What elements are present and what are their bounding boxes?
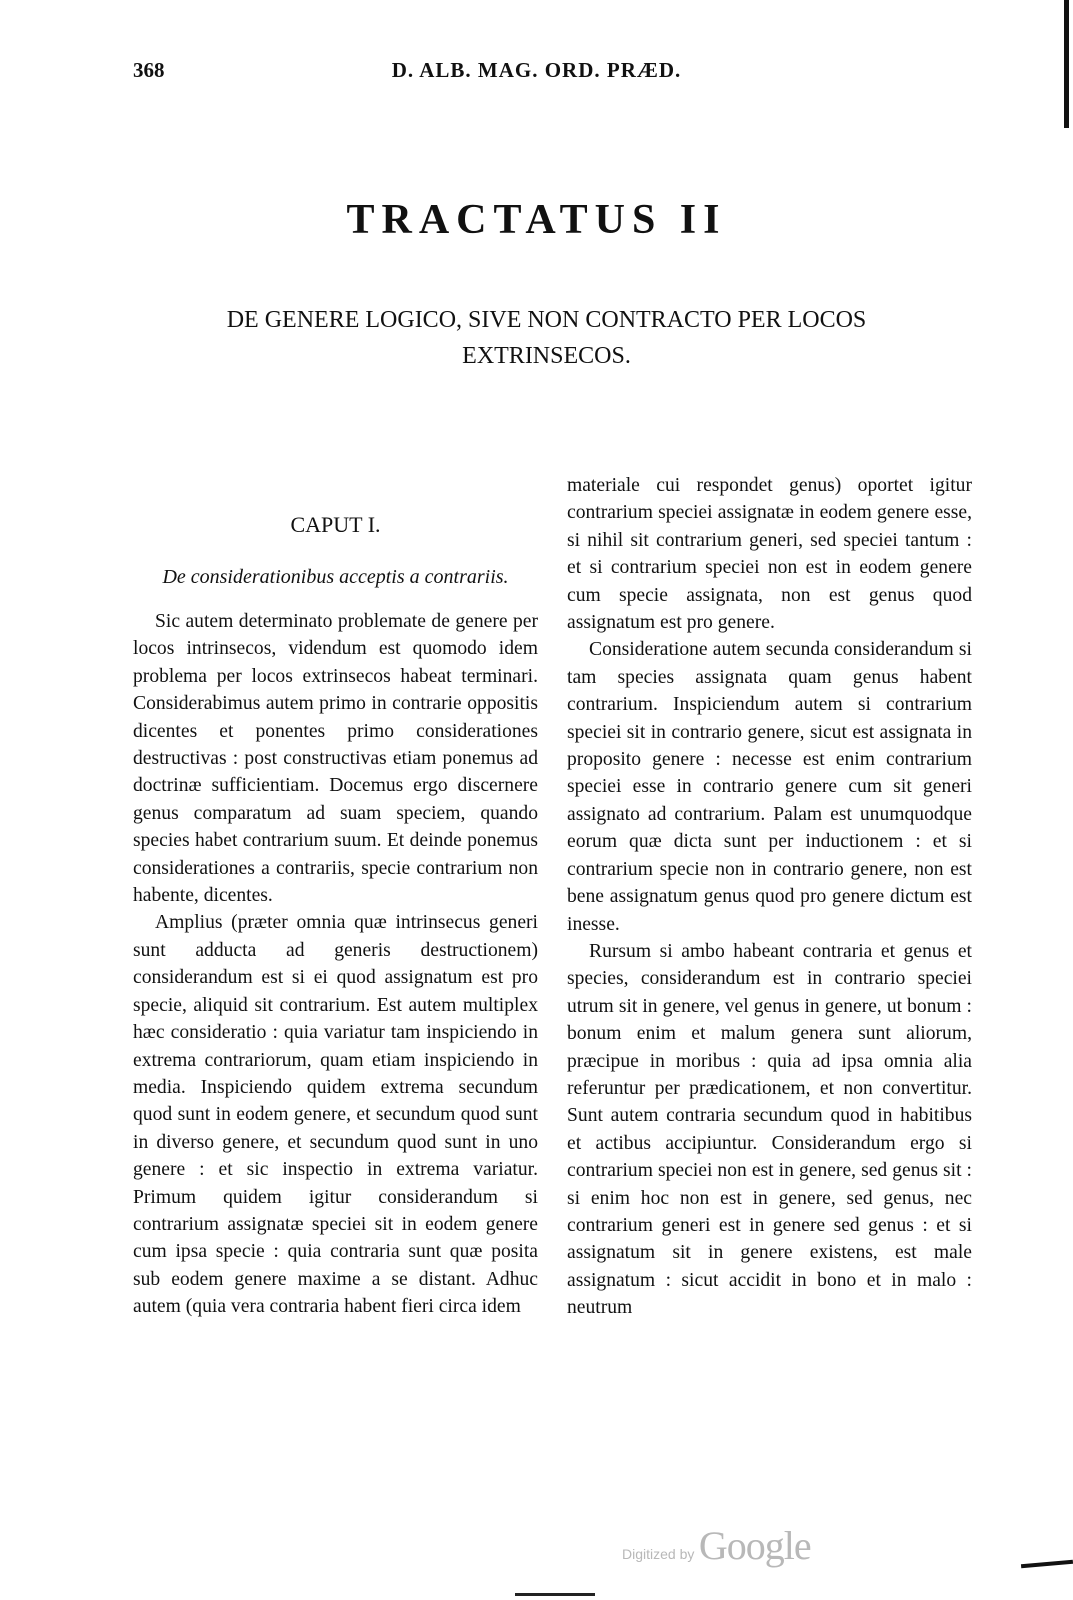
treatise-title: TRACTATUS II [346, 197, 727, 243]
right-paragraph-1: materiale cui respondet genus) oportet igitur contrarium speciei assignatæ in eodem genere esse, si nihil sit contrarium generi, sed speciei tantum : et si contrarium speciei non est in eodem genere cum specie assignata, non est genus quod assignatum est pro genere. [567, 475, 972, 634]
treatise-subtitle-line-1: DE GENERE LOGICO, SIVE NON CONTRACTO PER LOCOS [226, 307, 867, 333]
right-paragraph-3: Rursum si ambo habeant contraria et genus et species, considerandum est in contrario speciei utrum sit in genere, vel genus in genere, ut bonum : bonum enim et malum genera sunt aliorum, præcipue in moribus : quia ad ipsa omnia alia referuntur per prædicationem, et non convertitur. Sunt autem contraria secundum quod in habitibus et actibus accipiuntur. Considerandum ergo si contrarium speciei non est in genere, sed genus sit : si enim hoc non est in genere, sed genus, nec contrarium generi est in genere sed genus : et si assignatum sit in genere existens, est male assignatum : sicut accidit in bono et in malo : neutrum [567, 940, 972, 1319]
page-number: 368 [133, 58, 165, 82]
running-head: D. ALB. MAG. ORD. PRÆD. [391, 58, 682, 82]
scan-edge-bottom [515, 1593, 595, 1596]
right-column [567, 472, 972, 1322]
chapter-heading: CAPUT I. [290, 512, 381, 537]
chapter-subtitle: De considerationibus acceptis a contrariis. [162, 566, 509, 588]
treatise-subtitle [190, 302, 903, 374]
google-logo: Google [698, 1523, 811, 1568]
scan-edge-bottom-right [1021, 1560, 1073, 1569]
right-paragraph-2: Consideratione autem secunda considerandum si tam species assignata quam genus habent contrarium. Inspiciendum autem si contrarium speciei sit in contrario genere, sicut est assignata in proposito genere : necesse est enim contrarium speciei esse in contrario genere cum sit generi assignato ad contrarium. Palam est unumquodque eorum quæ dicta sunt per inductionem : et si contrarium specie non in contrario genere, non est bene assignatum genus quod pro genere dictum est inesse. [567, 639, 972, 935]
left-paragraph-2: Amplius (præter omnia quæ intrinsecus generi sunt adducta ad generis destructionem) considerandum est si ei quod assignatum est pro specie, aliquid sit contrarium. Est autem multiplex hæc consideratio : quia variatur tam inspiciendo in extrema contrariorum, quam etiam inspiciendo in media. Inspiciendo quidem extrema secundum quod sunt in eodem genere, et secundum quod sunt in diverso genere, et secundum quod sunt in uno genere : et sic inspectio in extrema variatur. Primum quidem igitur considerandum si contrarium assignatæ speciei sit in eodem genere cum ipsa specie : quia contraria sunt quæ posita sub eodem genere maxime a se distant. Adhuc autem (quia vera contraria habent fieri circa idem [133, 912, 538, 1318]
watermark-prefix: Digitized by [622, 1546, 695, 1562]
digitization-watermark [622, 1522, 811, 1569]
left-paragraph-1: Sic autem determinato problemate de genere per locos intrinsecos, videndum est quomodo idem problema per locos extrinsecos habeat terminari. Considerabimus autem primo in contrarie oppositis dicentes et ponentes primo considerationes destructivas : post constructivas etiam ponemus ad doctrinæ sufficientiam. Docemus ergo discernere genus comparatum ad suam speciem, quando species habet contrarium suum. Et deinde ponemus considerationes a contrariis, specie contrarium non habente, dicentes. [133, 611, 538, 907]
left-column [133, 608, 538, 1321]
treatise-subtitle-line-2: EXTRINSECOS. [462, 343, 631, 369]
